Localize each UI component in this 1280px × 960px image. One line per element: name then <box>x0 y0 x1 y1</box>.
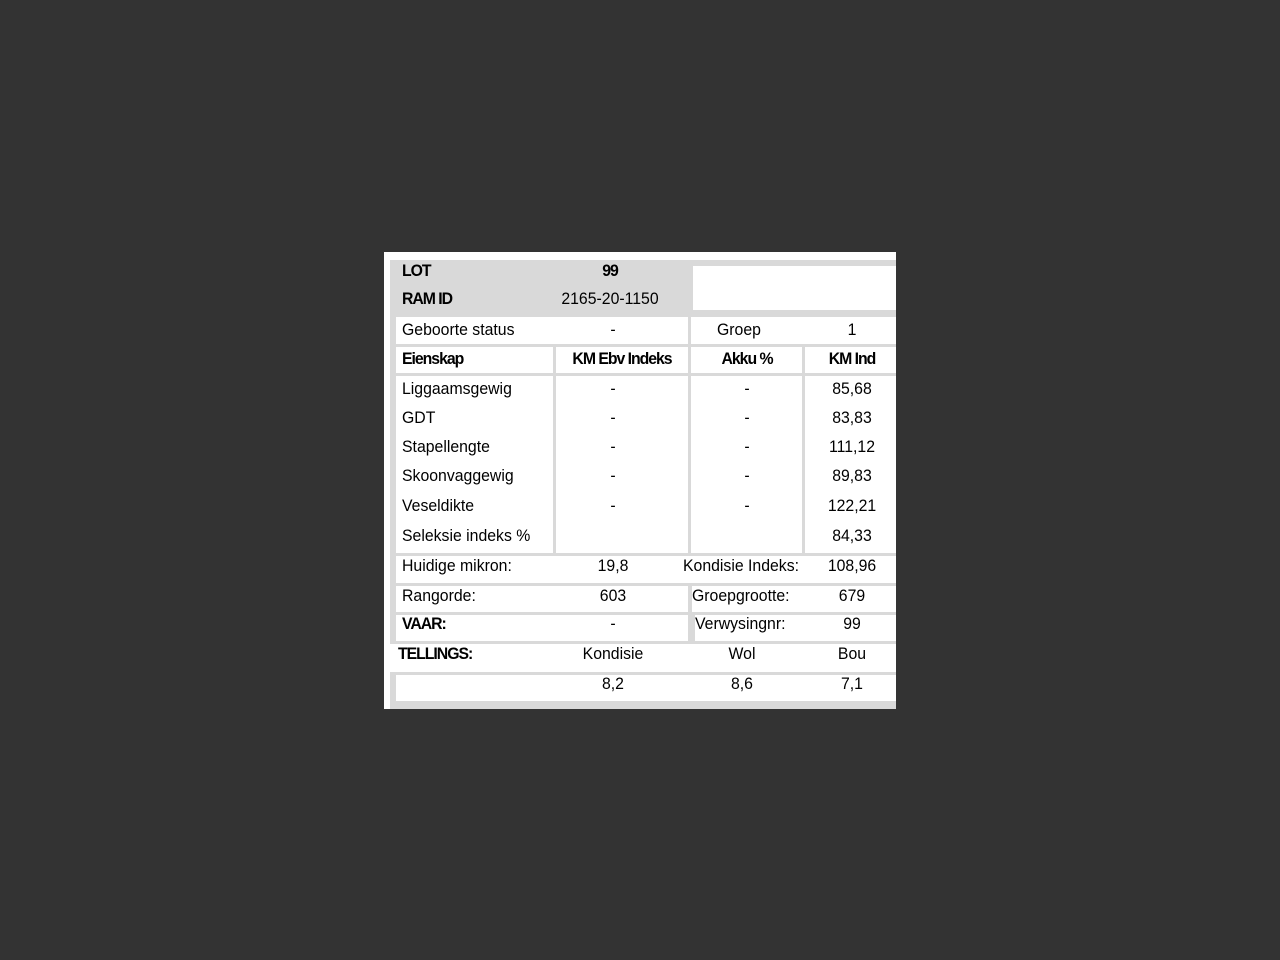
rank-label: Rangorde: <box>402 586 476 605</box>
col-header-ind: KM Ind <box>828 349 876 368</box>
ram-id-value: 2165-20-1150 <box>561 289 659 308</box>
trait-name: Veseldikte <box>402 496 475 515</box>
group-size-value: 679 <box>838 586 866 605</box>
ram-id-label: RAM ID <box>402 289 453 308</box>
ebv-column <box>556 376 688 553</box>
trait-ind: 83,83 <box>832 408 872 427</box>
counts-value-body: 7,1 <box>840 674 863 693</box>
col-header-acc: Akku % <box>721 349 773 368</box>
group-size-label: Groepgrootte: <box>692 586 790 605</box>
counts-header-wool: Wol <box>728 644 756 663</box>
condition-index-label: Kondisie Indeks: <box>683 556 800 575</box>
reference-label: Verwysingnr: <box>695 614 786 633</box>
reference-value: 99 <box>843 614 861 633</box>
col-header-ebv: KM Ebv Indeks <box>572 349 672 368</box>
counts-header-condition: Kondisie <box>582 644 644 663</box>
ram-lot-sheet <box>390 260 896 709</box>
birth-status-value: - <box>610 320 616 339</box>
trait-acc: - <box>744 437 750 456</box>
trait-acc: - <box>744 466 750 485</box>
trait-ind: 85,68 <box>832 379 872 398</box>
trait-ebv: - <box>610 408 616 427</box>
trait-ind: 84,33 <box>832 526 872 545</box>
counts-label: TELLINGS: <box>398 644 473 663</box>
birth-status-label: Geboorte status <box>402 320 515 339</box>
trait-ebv: - <box>610 379 616 398</box>
trait-name: Liggaamsgewig <box>402 379 512 398</box>
rank-value: 603 <box>599 586 627 605</box>
trait-acc: - <box>744 379 750 398</box>
lot-value: 99 <box>602 261 618 280</box>
micron-value: 19,8 <box>597 556 629 575</box>
header-blank-box <box>693 266 896 310</box>
trait-acc: - <box>744 408 750 427</box>
micron-label: Huidige mikron: <box>402 556 512 575</box>
trait-name: Stapellengte <box>402 437 490 456</box>
trait-ebv: - <box>610 466 616 485</box>
trait-name: Skoonvaggewig <box>402 466 514 485</box>
group-label: Groep <box>717 320 761 339</box>
vaar-label: VAAR: <box>402 614 446 633</box>
trait-name: Seleksie indeks % <box>402 526 531 545</box>
trait-ebv: - <box>610 437 616 456</box>
vaar-value: - <box>610 614 616 633</box>
counts-value-condition: 8,2 <box>601 674 624 693</box>
col-header-trait: Eienskap <box>402 349 464 368</box>
trait-name: GDT <box>402 408 436 427</box>
lot-document <box>384 252 896 709</box>
trait-acc: - <box>744 496 750 515</box>
trait-ind: 89,83 <box>832 466 872 485</box>
trait-ebv: - <box>610 496 616 515</box>
counts-header-body: Bou <box>837 644 867 663</box>
counts-value-wool: 8,6 <box>730 674 753 693</box>
group-value: 1 <box>847 320 857 339</box>
trait-ind: 122,21 <box>827 496 877 515</box>
trait-ind: 111,12 <box>828 437 876 456</box>
lot-label: LOT <box>402 261 431 280</box>
condition-index-value: 108,96 <box>827 556 877 575</box>
acc-column <box>691 376 802 553</box>
